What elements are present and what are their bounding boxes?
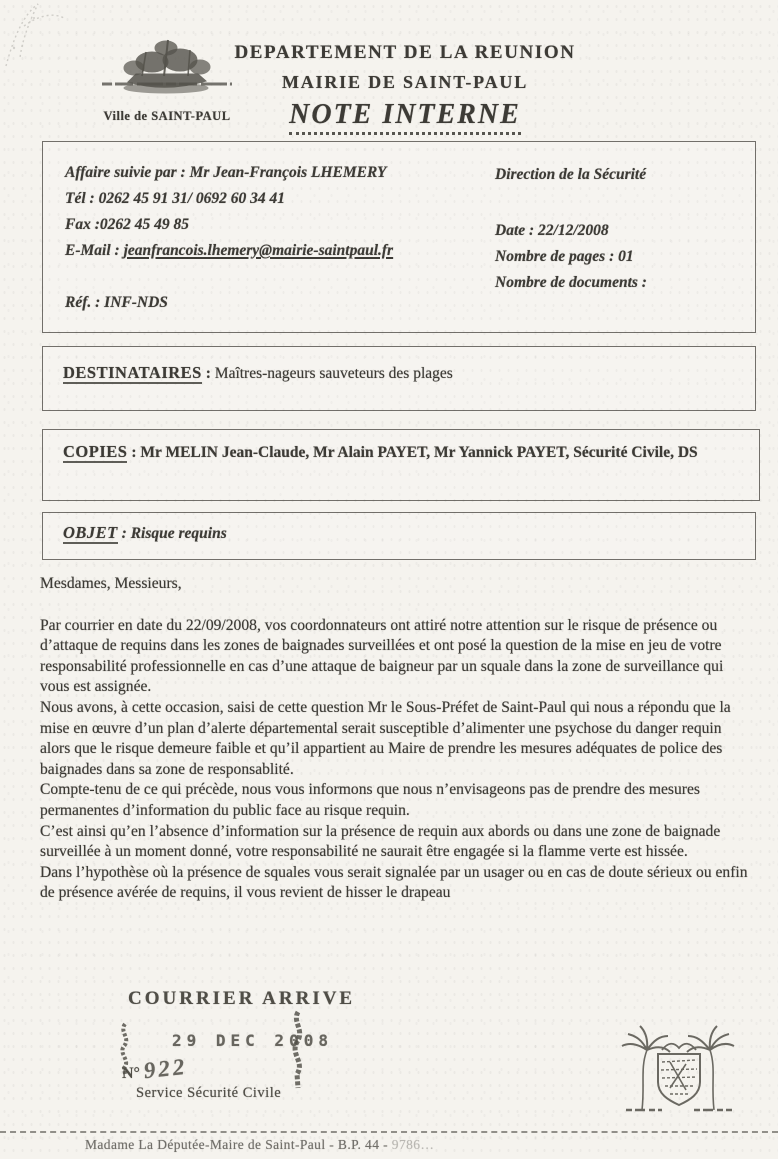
body-paragraph: Nous avons, à cette occasion, saisi de cette question Mr le Sous-Préfet de Saint-Paul qui nous a répondu que la mise en œuvre d’un plan d’alerte départemental serait susceptible d’alimenter une psychose du danger requin alors que le risque demeure faible et qu’il appartient au Maire de prendre les mesures adéquates de police des baignades dans sa zone de responsablité. <box>40 698 731 778</box>
salutation: Mesdames, Messieurs, <box>40 575 182 592</box>
body-paragraph: Compte-tenu de ce qui précède, nous vous informons que nous n’envisageons pas de prendre des mesures permanentes d’information du public face au risque requin. <box>40 781 700 819</box>
destinataires-box <box>42 346 756 411</box>
documents-line: Nombre de documents : <box>495 274 647 291</box>
footer-address-faded-tail: 9786… <box>388 1137 435 1152</box>
stamp-courrier-arrive: COURRIER ARRIVE <box>128 988 356 1009</box>
department-title: DEPARTEMENT DE LA REUNION <box>234 42 576 63</box>
body-paragraph: Dans l’hypothèse où la présence de squales vous serait signalée par un usager ou en cas de doute sérieux ou enfin de présence avérée de requins, il vous revient de hisser le drapeau <box>40 863 748 902</box>
objet-label: OBJET <box>63 523 118 542</box>
stamp-squiggle-right-icon <box>288 1010 308 1090</box>
objet-value: Risque requins <box>130 525 227 542</box>
coat-of-arms-icon <box>612 1020 744 1122</box>
document-type-title: NOTE INTERNE <box>289 99 521 135</box>
email-line <box>65 242 393 260</box>
copies-sep: : <box>127 444 141 461</box>
direction-line: Direction de la Sécurité <box>495 166 647 183</box>
objet-sep: : <box>117 525 131 542</box>
stamp-service-name: Service Sécurité Civile <box>136 1085 282 1101</box>
email-value: jeanfrancois.lhemery@mairie-saintpaul.fr <box>123 242 394 259</box>
affaire-suivie-line: Affaire suivie par : Mr Jean-François LHEMERY <box>65 164 387 181</box>
contact-info-box <box>42 141 756 333</box>
stamp-number-line <box>122 1053 189 1084</box>
objet-box <box>42 512 756 560</box>
logo-caption: Ville de SAINT-PAUL <box>103 109 231 123</box>
stamp-number-handwritten: 922 <box>142 1053 189 1084</box>
body-paragraph: C’est ainsi qu’en l’absence d’information sur la présence de requin aux abords ou dans une zone de baignade surveillée à un moment donné, votre responsabilité ne saurait être engagée si la flamme verte est hissée. <box>40 822 721 861</box>
email-label: E-Mail : <box>65 242 120 259</box>
tel-line: Tél : 0262 45 91 31/ 0692 60 34 41 <box>65 190 285 207</box>
copies-value: Mr MELIN Jean-Claude, Mr Alain PAYET, Mr Yannick PAYET, Sécurité Civile, DS <box>140 444 698 461</box>
reference-line: Réf. : INF-NDS <box>65 294 168 311</box>
document-header <box>215 42 595 135</box>
stamp-date: 29 DEC 2008 <box>172 1031 333 1050</box>
destinataires-label: DESTINATAIRES <box>63 363 202 382</box>
copies-box <box>42 429 760 501</box>
fax-line: Fax :0262 45 49 85 <box>65 216 189 233</box>
mairie-title: MAIRIE DE SAINT-PAUL <box>281 72 529 92</box>
destinataires-value: Maîtres-nageurs sauveteurs des plages <box>214 365 453 382</box>
body-paragraph: Par courrier en date du 22/09/2008, vos coordonnateurs ont attiré notre attention sur le risque de présence ou d’attaque de requins dans les zones de baignades surveillées et ont posé la question de la mise en jeu de votre responsabilité professionnelle en cas d’une attaque de baigneur par un squale dans la zone de surveillance qui vous est assignée. <box>40 616 724 696</box>
letter-body <box>40 574 754 904</box>
footer-address <box>85 1137 434 1153</box>
pages-line: Nombre de pages : 01 <box>495 248 634 265</box>
footer-address-text: Madame La Députée-Maire de Saint-Paul - B.P. 44 - <box>85 1137 389 1152</box>
destinataires-sep: : <box>201 365 215 382</box>
date-line: Date : 22/12/2008 <box>495 222 609 239</box>
stamp-number-label: N° <box>122 1065 140 1082</box>
footer-divider <box>0 1131 778 1133</box>
copies-label: COPIES <box>63 442 128 461</box>
